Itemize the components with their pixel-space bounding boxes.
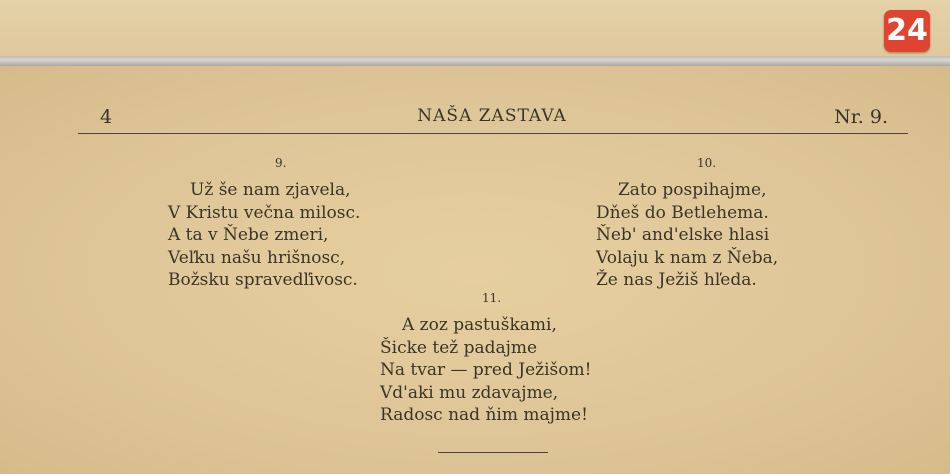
verse-line: Šicke tež padajme	[380, 337, 538, 358]
verse-line: Volaju k nam z Ňeba,	[596, 247, 779, 268]
verse-line: Ňeb' and'elske hlasi	[596, 225, 770, 245]
verse-line: Už še nam zjavela,	[190, 180, 351, 200]
site-logo[interactable]	[884, 10, 930, 52]
verse-line: Vd'aki mu zdavajme,	[380, 382, 559, 403]
page-header	[0, 106, 950, 136]
header-rule	[78, 133, 908, 134]
issue-number: Nr. 9.	[834, 106, 888, 128]
previous-page-strip	[0, 0, 950, 56]
stanza	[596, 179, 778, 292]
verse-line: A zoz pastuškami,	[402, 315, 557, 335]
verse-line: Veľku našu hrišnosc,	[168, 247, 346, 268]
stanza	[168, 179, 360, 292]
page-number: 4	[100, 106, 113, 128]
publication-title: NAŠA ZASTAVA	[417, 106, 567, 126]
closing-rule	[438, 452, 548, 453]
verse-line: Zato pospihajme,	[618, 180, 767, 200]
verse-line: Na tvar — pred Ježišom!	[380, 360, 592, 380]
stanza-number: 11.	[482, 291, 502, 305]
stanza-number: 10.	[697, 156, 717, 170]
verse-line: Radosc nad ňim majme!	[380, 405, 588, 425]
verse-line: Dňeš do Betlehema.	[596, 202, 769, 223]
logo-text: 24	[886, 13, 928, 48]
verse-line: Že nas Ježiš hľeda.	[596, 270, 757, 290]
verse-line: Božsku spravedľivosc.	[168, 270, 358, 290]
verse-line: A ta v Ňebe zmeri,	[168, 225, 329, 245]
stanza-number: 9.	[275, 156, 287, 170]
stanza	[380, 314, 591, 427]
page-separator	[0, 56, 950, 66]
verse-line: V Kristu večna milosc.	[168, 202, 361, 223]
